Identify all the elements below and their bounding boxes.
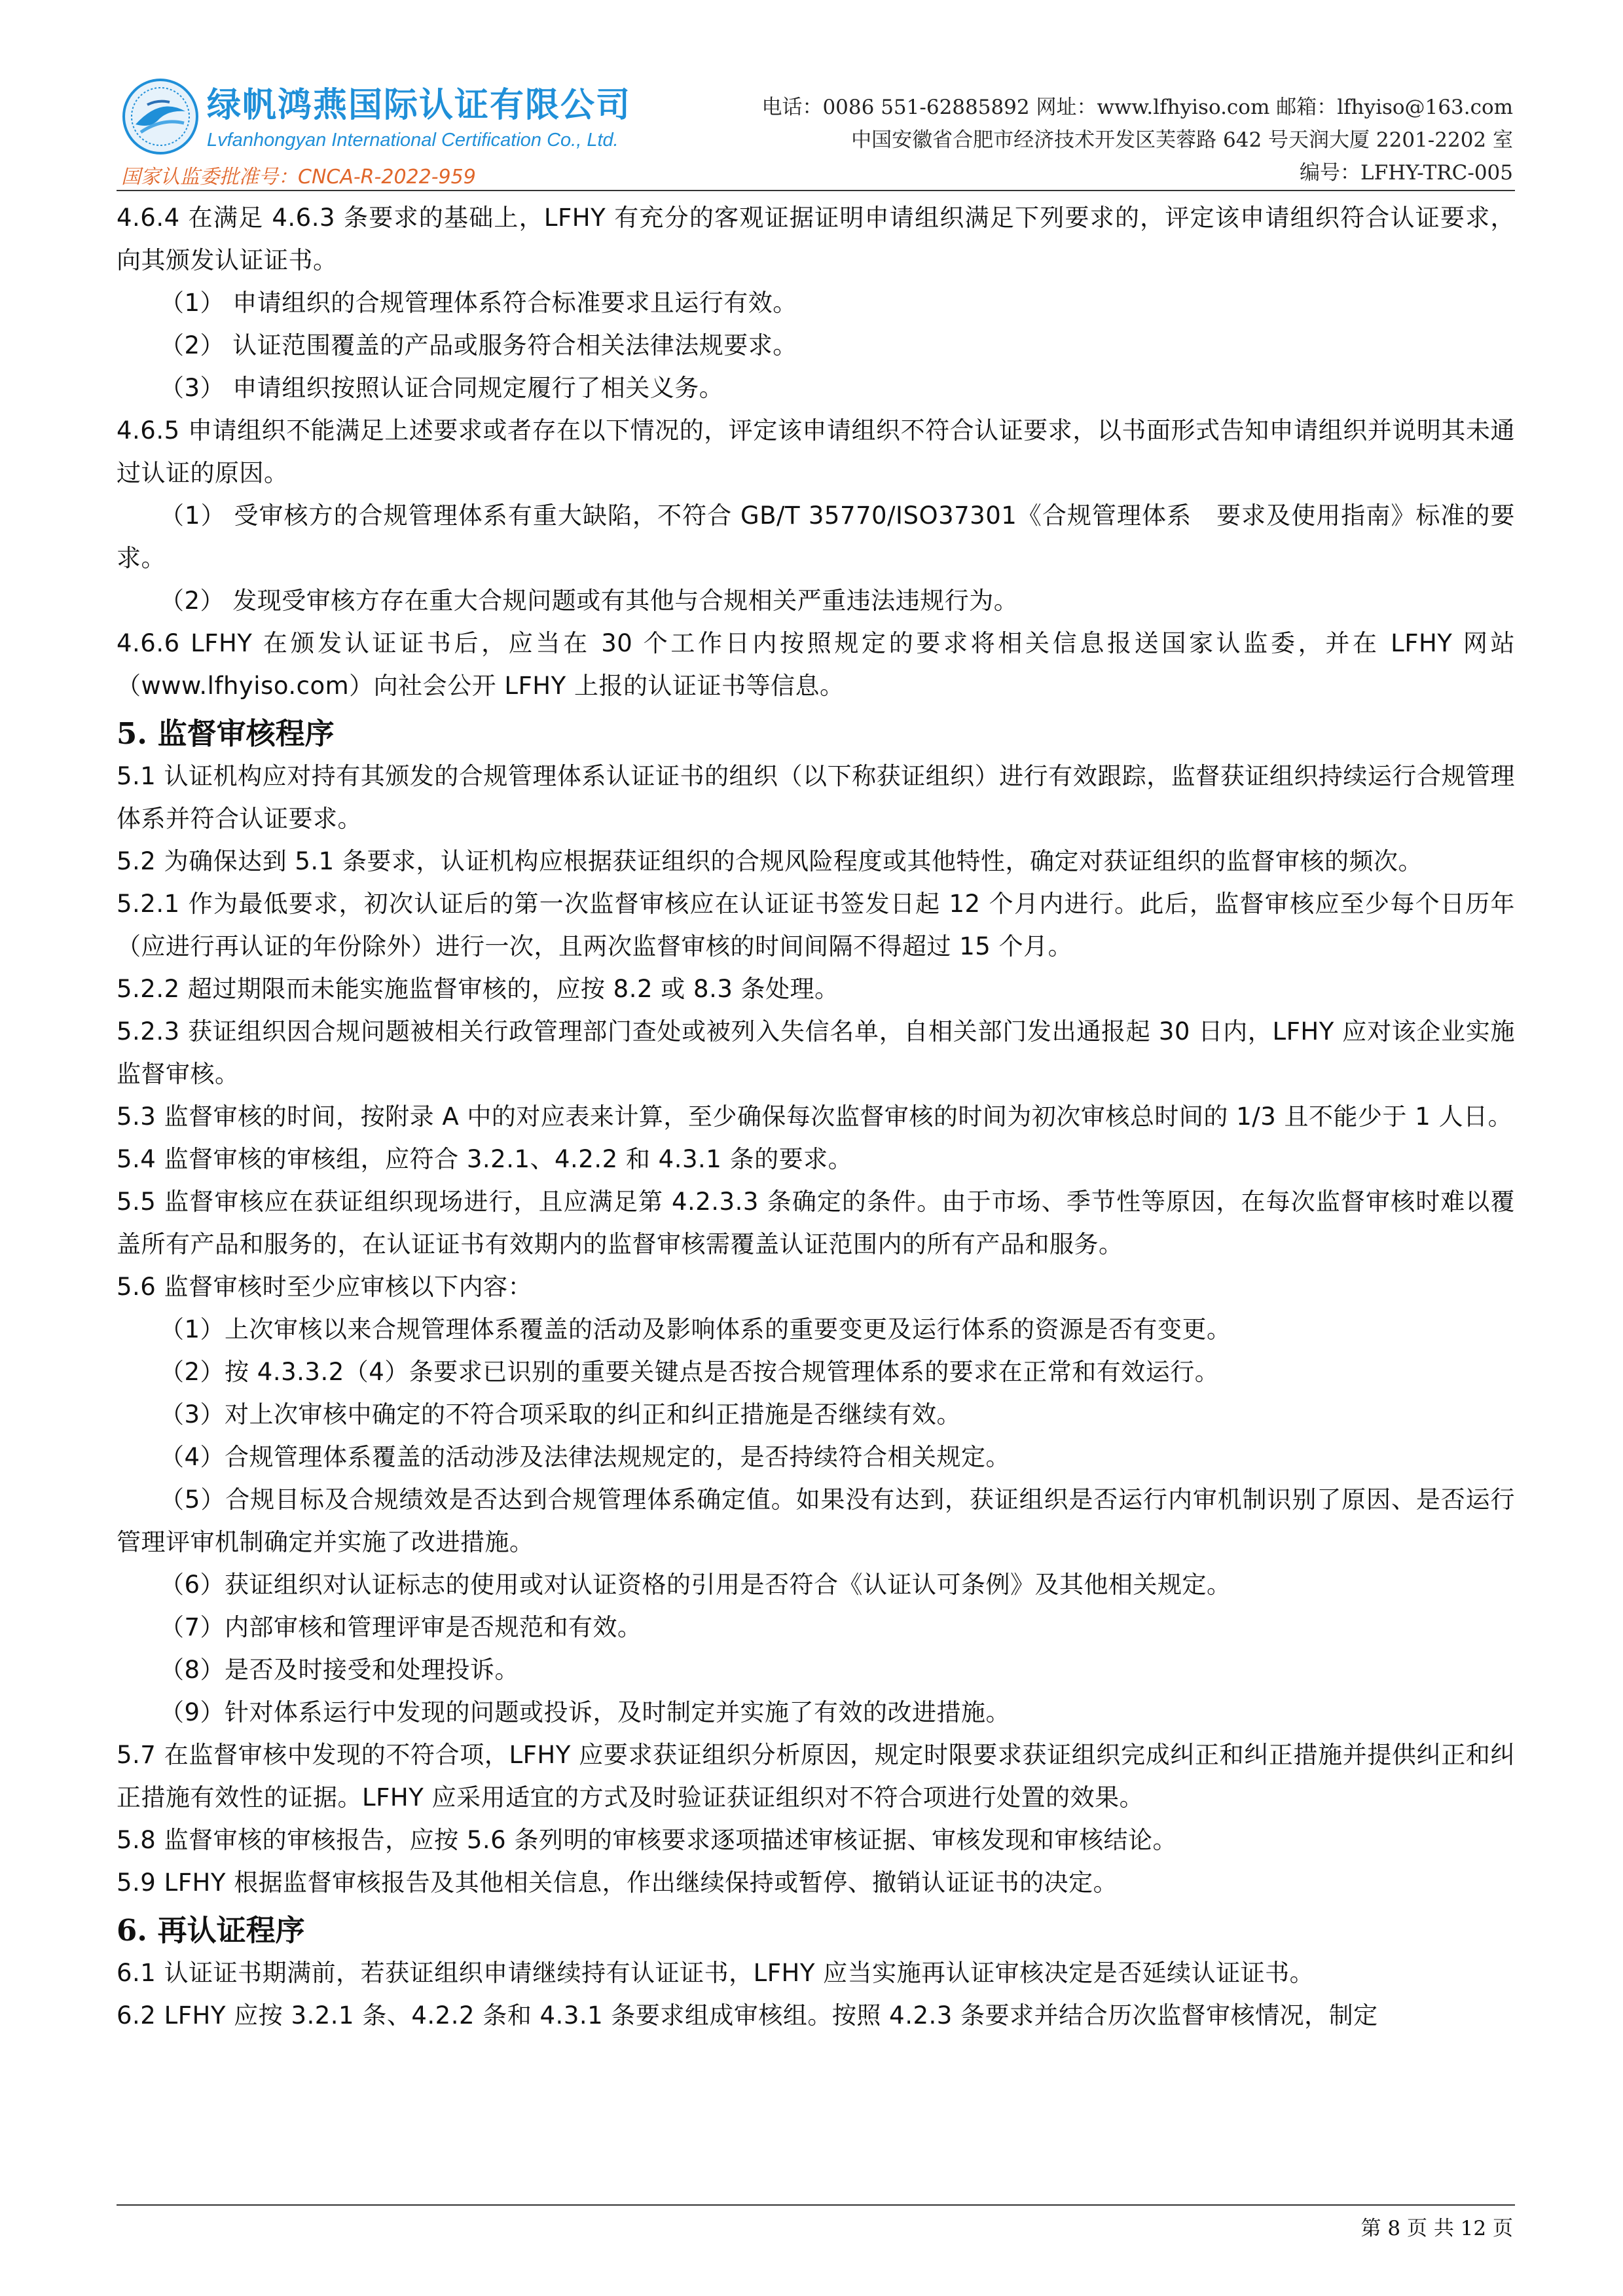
clause-5-5: 5.5 监督审核应在获证组织现场进行，且应满足第 4.2.3.3 条确定的条件。由于市场、季节性等原因，在每次监督审核时难以覆盖所有产品和服务的，在认证证书有效期内的监督审核需覆盖认证范围内的所有产品和服务。: [117, 1188, 1515, 1258]
clause-item: （2） 认证范围覆盖的产品或服务符合相关法律法规要求。: [160, 331, 797, 359]
clause-5-8: 5.8 监督审核的审核报告，应按 5.6 条列明的审核要求逐项描述审核证据、审核发现和审核结论。: [117, 1826, 1177, 1854]
clause-item: （1） 申请组织的合规管理体系符合标准要求且运行有效。: [160, 289, 797, 317]
clause-5-2-3: 5.2.3 获证组织因合规问题被相关行政管理部门查处或被列入失信名单，自相关部门发出通报起 30 日内，LFHY 应对该企业实施监督审核。: [117, 1017, 1515, 1088]
section-heading-5: 5. 监督审核程序: [117, 716, 335, 751]
clause-6-1: 6.1 认证证书期满前，若获证组织申请继续持有认证证书，LFHY 应当实施再认证审核决定是否延续认证证书。: [117, 1959, 1315, 1987]
section-heading-6: 6. 再认证程序: [117, 1913, 305, 1948]
clause-4-6-4: 4.6.4 在满足 4.6.3 条要求的基础上，LFHY 有充分的客观证据证明申请组织满足下列要求的，评定该申请组织符合认证要求，向其颁发认证证书。: [117, 204, 1515, 274]
clause-5-2: 5.2 为确保达到 5.1 条要求，认证机构应根据获证组织的合规风险程度或其他特性，确定对获证组织的监督审核的频次。: [117, 847, 1423, 875]
page-header: [0, 0, 1623, 190]
company-name-en: Lvfanhongyan International Certification Co., Ltd.: [207, 130, 619, 151]
clause-6-2: 6.2 LFHY 应按 3.2.1 条、4.2.2 条和 4.3.1 条要求组成审核组。按照 4.2.3 条要求并结合历次监督审核情况，制定: [117, 2001, 1378, 2030]
clause-item: （1）上次审核以来合规管理体系覆盖的活动及影响体系的重要变更及运行体系的资源是否有变更。: [160, 1315, 1231, 1343]
clause-item: （5）合规目标及合规绩效是否达到合规管理体系确定值。如果没有达到，获证组织是否运行内审机制识别了原因、是否运行管理评审机制确定并实施了改进措施。: [117, 1485, 1515, 1556]
clause-5-6: 5.6 监督审核时至少应审核以下内容：: [117, 1273, 533, 1301]
clause-item: （8）是否及时接受和处理投诉。: [160, 1656, 520, 1684]
clause-4-6-5: 4.6.5 申请组织不能满足上述要求或者存在以下情况的，评定该申请组织不符合认证要求，以书面形式告知申请组织并说明其未通过认证的原因。: [117, 416, 1515, 487]
clause-item: （2） 发现受审核方存在重大合规问题或有其他与合规相关严重违法违规行为。: [160, 587, 1019, 615]
clause-5-7: 5.7 在监督审核中发现的不符合项，LFHY 应要求获证组织分析原因，规定时限要求获证组织完成纠正和纠正措施并提供纠正和纠正措施有效性的证据。LFHY 应采用适宜的方式及时验证获证组织对不符合项进行处置的效果。: [117, 1741, 1515, 1812]
clause-item: （2）按 4.3.3.2（4）条要求已识别的重要关键点是否按合规管理体系的要求在正常和有效运行。: [160, 1358, 1220, 1386]
contact-info: 电话：0086 551-62885892 网址：www.lfhyiso.com 邮箱：lfhyiso@163.com: [761, 96, 1513, 119]
clause-item: （6）获证组织对认证标志的使用或对认证资格的引用是否符合《认证认可条例》及其他相关规定。: [160, 1571, 1231, 1599]
document-body: [117, 196, 1515, 2037]
clause-5-3: 5.3 监督审核的时间，按附录 A 中的对应表来计算，至少确保每次监督审核的时间为初次审核总时间的 1/3 且不能少于 1 人日。: [117, 1102, 1513, 1131]
clause-5-4: 5.4 监督审核的审核组，应符合 3.2.1、4.2.2 和 4.3.1 条的要求。: [117, 1145, 853, 1173]
company-address: 中国安徽省合肥市经济技术开发区芙蓉路 642 号天润大厦 2201-2202 室: [851, 128, 1513, 152]
clause-item: （7）内部审核和管理评审是否规范和有效。: [160, 1613, 642, 1641]
clause-4-6-6: 4.6.6 LFHY 在颁发认证证书后，应当在 30 个工作日内按照规定的要求将相关信息报送国家认监委，并在 LFHY 网站（www.lfhyiso.com）向社会公开 LFHY 上报的认证证书等信息。: [117, 629, 1515, 700]
clause-item: （3）对上次审核中确定的不符合项采取的纠正和纠正措施是否继续有效。: [160, 1400, 962, 1429]
document-number: 编号：LFHY-TRC-005: [1300, 161, 1513, 185]
clause-item: （1） 受审核方的合规管理体系有重大缺陷，不符合 GB/T 35770/ISO37301《合规管理体系 要求及使用指南》标准的要求。: [117, 501, 1515, 572]
approval-number: 国家认监委批准号：CNCA-R-2022-959: [121, 166, 476, 189]
clause-5-2-1: 5.2.1 作为最低要求，初次认证后的第一次监督审核应在认证证书签发日起 12 个月内进行。此后，监督审核应至少每个日历年（应进行再认证的年份除外）进行一次，且两次监督审核的时间间隔不得超过 15 个月。: [117, 890, 1515, 960]
clause-5-1: 5.1 认证机构应对持有其颁发的合规管理体系认证证书的组织（以下称获证组织）进行有效跟踪，监督获证组织持续运行合规管理体系并符合认证要求。: [117, 762, 1515, 833]
clause-item: （4）合规管理体系覆盖的活动涉及法律法规规定的，是否持续符合相关规定。: [160, 1443, 1011, 1471]
company-logo-icon: [121, 77, 200, 156]
clause-item: （9）针对体系运行中发现的问题或投诉，及时制定并实施了有效的改进措施。: [160, 1698, 1011, 1726]
company-name-cn: 绿帆鸿燕国际认证有限公司: [207, 86, 632, 125]
clause-item: （3） 申请组织按照认证合同规定履行了相关义务。: [160, 374, 724, 402]
footer-divider: [117, 2204, 1515, 2206]
header-divider: [117, 190, 1515, 191]
page-number: 第 8 页 共 12 页: [1360, 2217, 1513, 2240]
clause-5-2-2: 5.2.2 超过期限而未能实施监督审核的，应按 8.2 或 8.3 条处理。: [117, 975, 839, 1003]
clause-5-9: 5.9 LFHY 根据监督审核报告及其他相关信息，作出继续保持或暂停、撤销认证证书的决定。: [117, 1868, 1118, 1897]
